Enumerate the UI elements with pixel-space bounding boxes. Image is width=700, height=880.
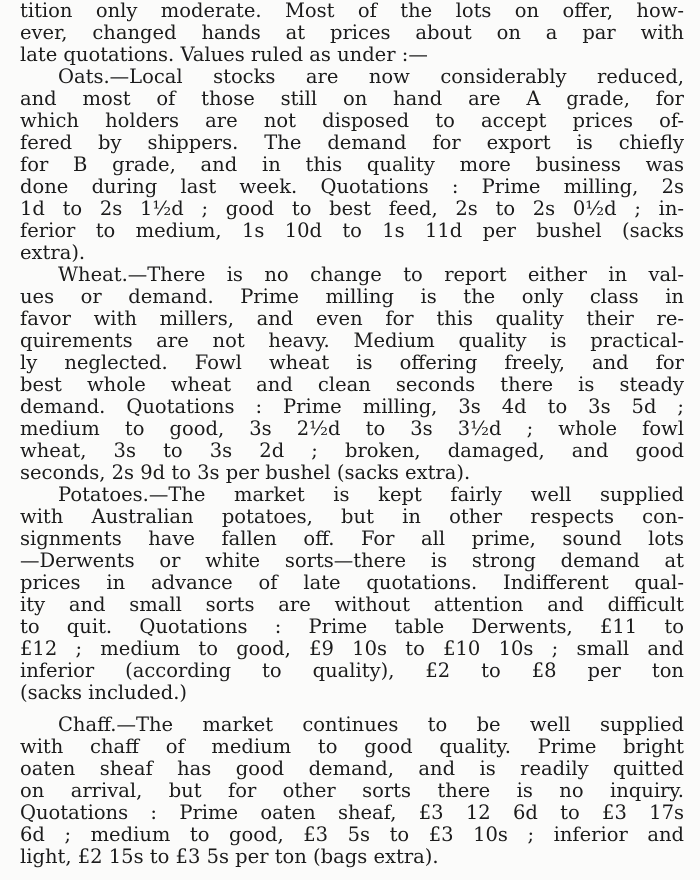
text-line: ly neglected. Fowl wheat is offering freely, and for	[20, 352, 684, 374]
text-line: tition only moderate. Most of the lots on offer, how-	[20, 0, 684, 22]
text-line: best whole wheat and clean seconds there is steady	[20, 374, 684, 396]
wheat-paragraph-start: Wheat.—There is no change to report either in val-	[58, 264, 684, 286]
chaff-paragraph-start: Chaff.—The market continues to be well supplied	[58, 714, 684, 736]
text-line: £12 ; medium to good, £9 10s to £10 10s ; small and	[20, 638, 684, 660]
text-line: (sacks included.)	[20, 682, 188, 704]
potatoes-paragraph-start: Potatoes.—The market is kept fairly well supplied	[58, 484, 684, 506]
text-line: 6d ; medium to good, £3 5s to £3 10s ; inferior and	[20, 824, 684, 846]
text-line: oaten sheaf has good demand, and is readily quitted	[20, 758, 684, 780]
text-line: extra).	[20, 242, 86, 264]
text-line: for B grade, and in this quality more business was	[20, 154, 684, 176]
text-line: Quotations : Prime oaten sheaf, £3 12 6d to £3 17s	[20, 802, 684, 824]
text-line: which holders are not disposed to accept prices of-	[20, 110, 684, 132]
text-line: 1d to 2s 1½d ; good to best feed, 2s to 2s 0½d ; in-	[20, 198, 684, 220]
text-line: —Derwents or white sorts—there is strong demand at	[20, 550, 684, 572]
text-line: done during last week. Quotations : Prime milling, 2s	[20, 176, 684, 198]
text-line: quirements are not heavy. Medium quality is practical-	[20, 330, 684, 352]
text-line: demand. Quotations : Prime milling, 3s 4d to 3s 5d ;	[20, 396, 684, 418]
text-line: seconds, 2s 9d to 3s per bushel (sacks extra).	[20, 462, 471, 484]
text-line: fered by shippers. The demand for export is chiefly	[20, 132, 684, 154]
text-line: ity and small sorts are without attention and difficult	[20, 594, 684, 616]
text-line: light, £2 15s to £3 5s per ton (bags extra).	[20, 846, 439, 868]
text-line: ues or demand. Prime milling is the only class in	[20, 286, 684, 308]
text-line: prices in advance of late quotations. Indifferent qual-	[20, 572, 684, 594]
text-line: wheat, 3s to 3s 2d ; broken, damaged, and good	[20, 440, 684, 462]
text-line: to quit. Quotations : Prime table Derwents, £11 to	[20, 616, 684, 638]
text-line: with chaff of medium to good quality. Prime bright	[20, 736, 684, 758]
text-line: with Australian potatoes, but in other respects con-	[20, 506, 684, 528]
oats-paragraph-start: Oats.—Local stocks are now considerably reduced,	[58, 66, 684, 88]
text-line: inferior (according to quality), £2 to £8 per ton	[20, 660, 684, 682]
text-line: on arrival, but for other sorts there is no inquiry.	[20, 780, 684, 802]
text-line: ever, changed hands at prices about on a par with	[20, 22, 684, 44]
text-line: favor with millers, and even for this quality their re-	[20, 308, 684, 330]
text-line: and most of those still on hand are A grade, for	[20, 88, 684, 110]
text-line: signments have fallen off. For all prime, sound lots	[20, 528, 684, 550]
text-line: medium to good, 3s 2½d to 3s 3½d ; whole fowl	[20, 418, 684, 440]
text-line: late quotations. Values ruled as under :—	[20, 44, 428, 66]
text-line: ferior to medium, 1s 10d to 1s 11d per bushel (sacks	[20, 220, 684, 242]
